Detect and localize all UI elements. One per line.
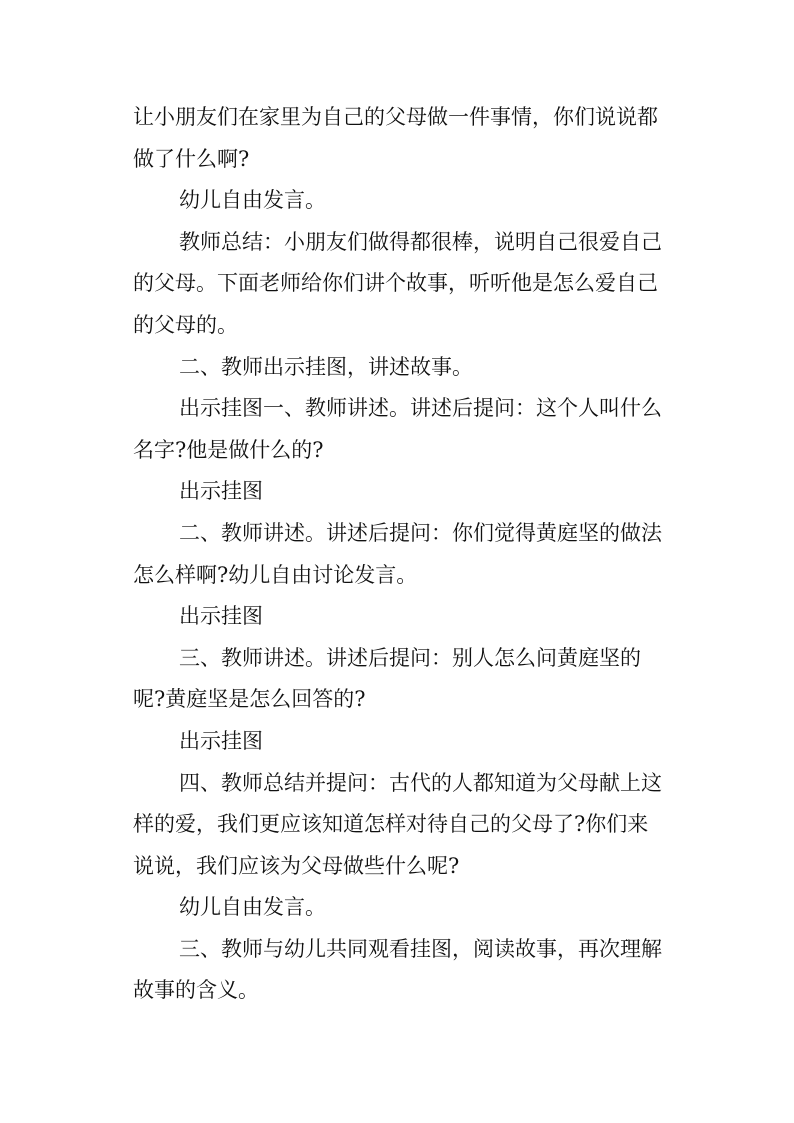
section-heading-2: 二、教师出示挂图，讲述故事。	[179, 354, 473, 379]
paragraph-10: 出示挂图	[179, 728, 263, 753]
document-body	[133, 97, 663, 1012]
paragraph-9: 三、教师讲述。讲述后提问：别人怎么问黄庭坚的呢?黄庭坚是怎么回答的?	[133, 645, 641, 712]
section-heading-3: 三、教师与幼儿共同观看挂图，阅读故事，再次理解故事的含义。	[133, 936, 662, 1003]
paragraph-8: 出示挂图	[179, 604, 263, 629]
paragraph-12: 幼儿自由发言。	[179, 895, 326, 920]
paragraph-2: 幼儿自由发言。	[179, 188, 326, 213]
paragraph-6: 出示挂图	[179, 479, 263, 504]
paragraph-5: 出示挂图一、教师讲述。讲述后提问：这个人叫什么名字?他是做什么的?	[133, 396, 662, 462]
paragraph-1: 让小朋友们在家里为自己的父母做一件事情，你们说说都做了什么啊?	[133, 105, 658, 171]
paragraph-7: 二、教师讲述。讲述后提问：你们觉得黄庭坚的做法怎么样啊?幼儿自由讨论发言。	[133, 520, 662, 587]
paragraph-3: 教师总结：小朋友们做得都很棒，说明自己很爱自己的父母。下面老师给你们讲个故事，听听他是怎么爱自己的父母的。	[133, 229, 662, 337]
paragraph-11: 四、教师总结并提问：古代的人都知道为父母献上这样的爱，我们更应该知道怎样对待自己的父母了?你们来说说，我们应该为父母做些什么呢?	[133, 770, 662, 878]
